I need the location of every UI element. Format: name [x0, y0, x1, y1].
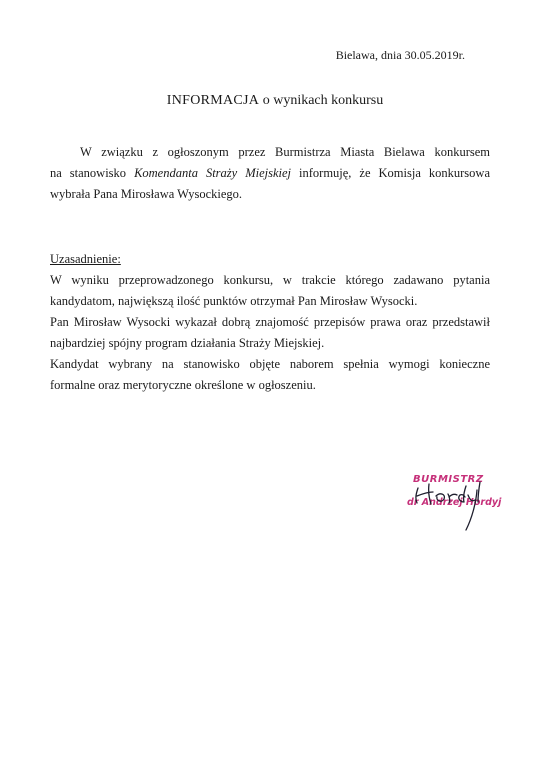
intro-line-3: wybrała Pana Mirosława Wysockiego. — [50, 187, 243, 201]
document-title — [0, 93, 550, 109]
title-rest: o wynikach konkursu — [262, 93, 384, 108]
justification-line: W wyniku przeprowadzonego konkursu, w trakcie którego zadawano pytania — [50, 273, 490, 287]
justification-line: Kandydat wybrany na stanowisko objęte naborem spełnia wymogi konieczne — [50, 357, 490, 371]
justification-line: formalne oraz merytoryczne określone w ogłoszeniu. — [50, 378, 316, 392]
justification-heading: Uzasadnienie: — [50, 252, 121, 266]
intro-line-1: W związku z ogłoszonym przez Burmistrza Miasta Bielawa konkursem — [80, 145, 490, 159]
handwritten-signature-icon — [400, 468, 510, 538]
title-main: INFORMACJA — [166, 93, 260, 108]
stamp-name: dr Andrzej Hordyj — [407, 497, 502, 508]
position-name: Komendanta Straży Miejskiej — [134, 166, 292, 180]
signature-stamp — [400, 468, 510, 538]
justification-line: Pan Mirosław Wysocki wykazał dobrą znajomość przepisów prawa oraz przedstawił — [50, 315, 490, 329]
intro-paragraph — [50, 142, 490, 205]
stamp-office-title: BURMISTRZ — [413, 474, 484, 485]
intro-line-2-before: na stanowisko — [50, 166, 135, 180]
intro-line-2-after: informuję, że Komisja konkursowa — [291, 166, 490, 180]
date-line: Bielawa, dnia 30.05.2019r. — [335, 48, 465, 62]
justification-line: kandydatom, największą ilość punktów otrzymał Pan Mirosław Wysocki. — [50, 294, 418, 308]
justification-line: najbardziej spójny program działania Straży Miejskiej. — [50, 336, 325, 350]
justification-section — [50, 249, 490, 396]
intro-line-2 — [50, 163, 490, 184]
